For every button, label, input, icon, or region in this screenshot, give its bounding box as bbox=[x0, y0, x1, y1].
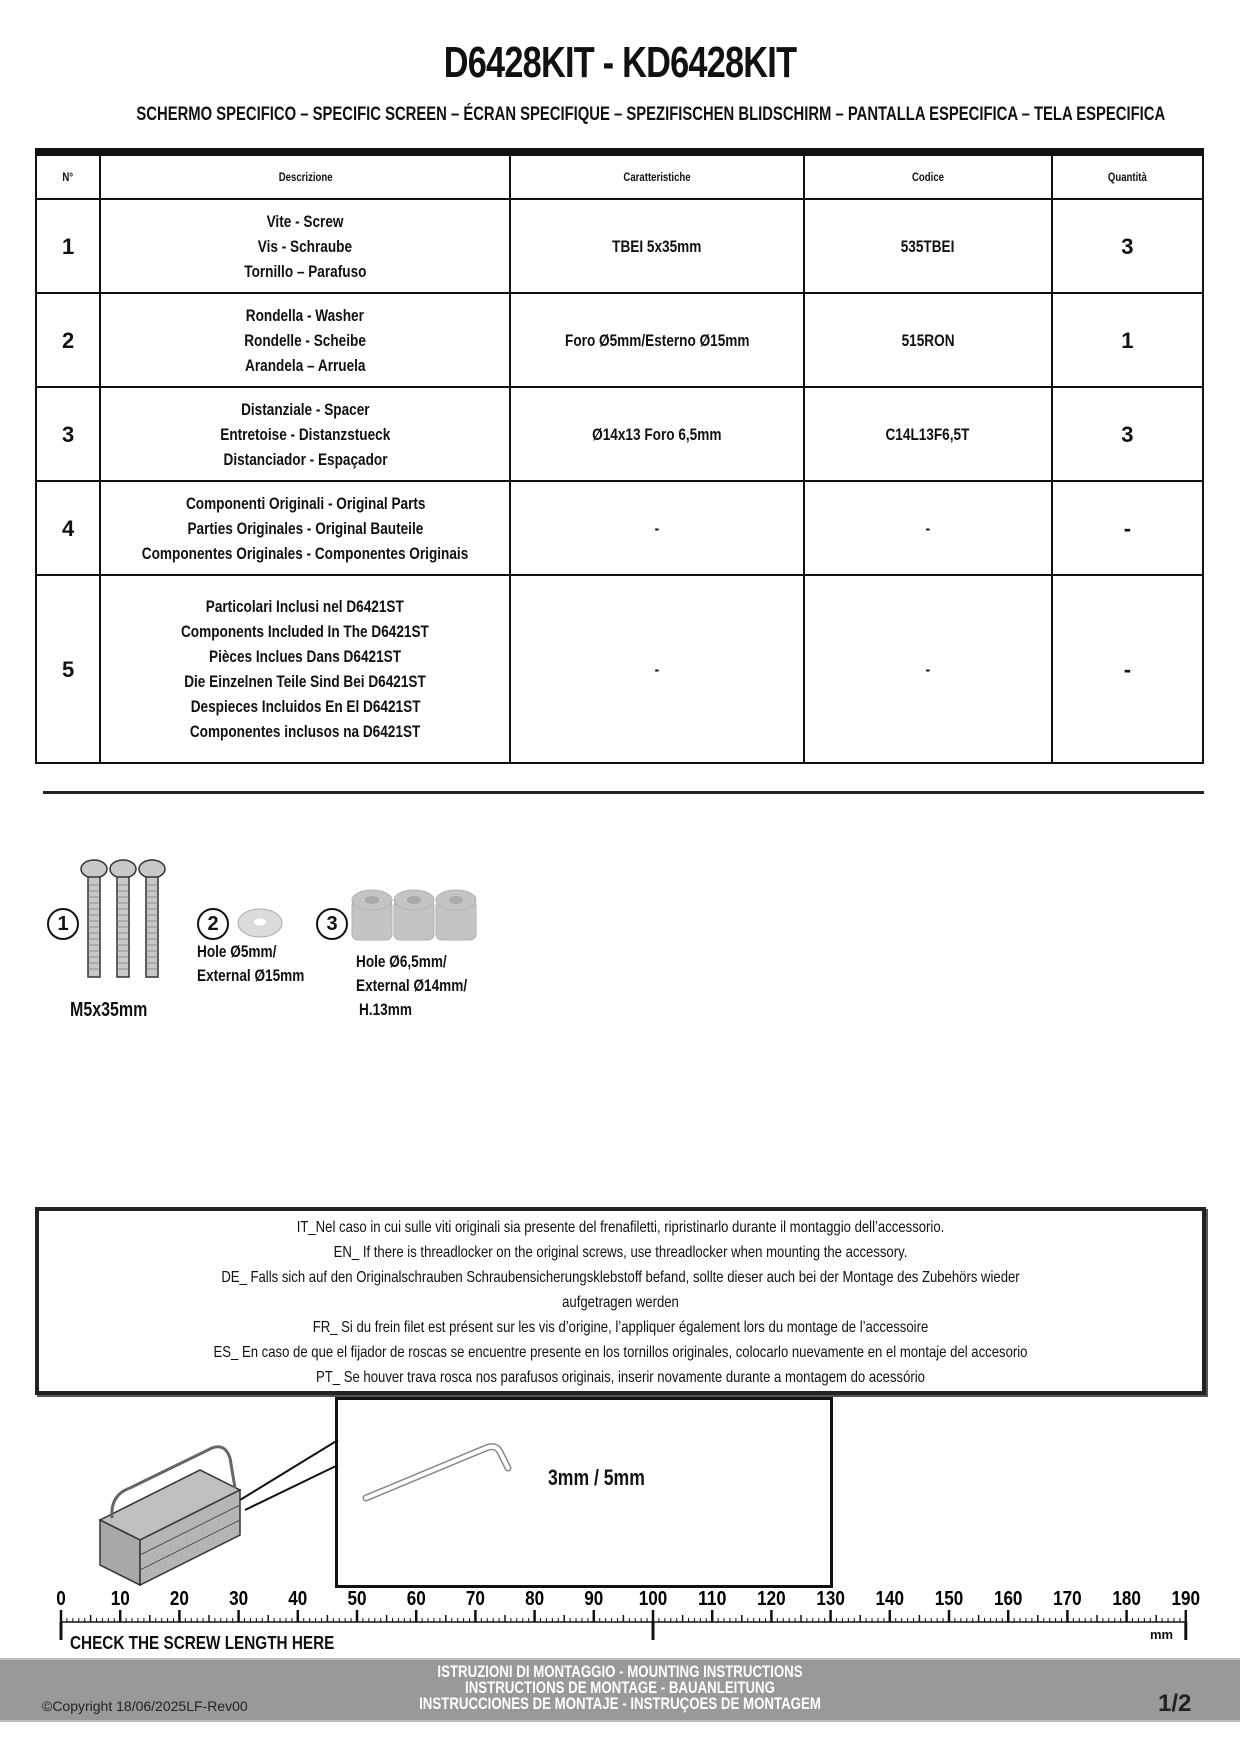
tool-size-label: 3mm / 5mm bbox=[548, 1465, 645, 1490]
row-characteristics: TBEI 5x35mm bbox=[510, 199, 804, 293]
footer-line: INSTRUCTIONS DE MONTAGE - BAUANLEITUNG bbox=[465, 1678, 775, 1697]
document-title: D6428KIT - KD6428KIT bbox=[443, 38, 797, 87]
ruler-label: 110 bbox=[697, 1588, 727, 1610]
ruler-label: 140 bbox=[875, 1588, 905, 1610]
tool-detail-box bbox=[335, 1397, 833, 1588]
screw-size-label: M5x35mm bbox=[70, 999, 148, 1021]
ruler-label: 160 bbox=[993, 1588, 1023, 1610]
row-characteristics: Ø14x13 Foro 6,5mm bbox=[510, 387, 804, 481]
page-footer bbox=[0, 1658, 1240, 1722]
table-row bbox=[36, 481, 1203, 575]
ruler-label: 0 bbox=[56, 1588, 66, 1610]
footer-line: ISTRUZIONI DI MONTAGGIO - MOUNTING INSTRUCTIONS bbox=[437, 1662, 803, 1681]
row-quantity: - bbox=[1052, 575, 1203, 763]
section-divider bbox=[43, 791, 1204, 794]
ruler-label: 180 bbox=[1112, 1588, 1141, 1610]
row-description bbox=[100, 481, 510, 575]
ruler-label: 170 bbox=[1053, 1588, 1082, 1610]
ruler-label: 80 bbox=[525, 1588, 545, 1610]
row-characteristics: - bbox=[510, 481, 804, 575]
copyright-text: ©Copyright 18/06/2025LF-Rev00 bbox=[42, 1698, 248, 1714]
col-header-characteristics: Caratteristiche bbox=[510, 152, 804, 199]
desc-line: Componenti Originali - Original Parts bbox=[185, 493, 425, 513]
note-es: ES_ En caso de que el fijador de roscas se encuentre presente en los tornillos originales, colocarlo nuevamente en el montaje del accesorio bbox=[213, 1344, 1028, 1361]
row-number: 5 bbox=[36, 575, 100, 763]
row-quantity: 1 bbox=[1052, 293, 1203, 387]
desc-line: Vite - Screw bbox=[266, 211, 344, 231]
row-code: C14L13F6,5T bbox=[804, 387, 1052, 481]
row-characteristics: - bbox=[510, 575, 804, 763]
row-code: - bbox=[804, 575, 1052, 763]
ruler-label: 50 bbox=[347, 1588, 367, 1610]
note-de-cont: aufgetragen werden bbox=[562, 1294, 679, 1311]
threadlocker-notes bbox=[35, 1207, 1206, 1395]
desc-line: Particolari Inclusi nel D6421ST bbox=[206, 597, 405, 616]
ruler-label: 20 bbox=[169, 1588, 189, 1610]
spacer-label-line: Hole Ø6,5mm/ bbox=[356, 952, 447, 971]
desc-line: Rondelle - Scheibe bbox=[244, 330, 367, 350]
note-pt: PT_ Se houver trava rosca nos parafusos originais, inserir novamente durante a montagem do acessório bbox=[316, 1369, 925, 1386]
desc-line: Components Included In The D6421ST bbox=[181, 622, 430, 641]
desc-line: Arandela – Arruela bbox=[245, 355, 366, 375]
part-callout-2: 2 bbox=[197, 908, 229, 940]
ruler-label: 40 bbox=[288, 1588, 308, 1610]
allen-key-icon bbox=[358, 1440, 518, 1510]
row-number: 3 bbox=[36, 387, 100, 481]
part-callout-3: 3 bbox=[316, 908, 348, 940]
washer-label-line: Hole Ø5mm/ bbox=[197, 942, 277, 961]
note-it: IT_Nel caso in cui sulle viti originali sia presente del frenafiletti, ripristinarlo durante il montaggio dell’accessorio. bbox=[296, 1219, 945, 1236]
ruler-label: 30 bbox=[229, 1588, 249, 1610]
note-fr: FR_ Si du frein filet est présent sur les vis d’origine, l’appliquer également lors du montage de l’accessoire bbox=[312, 1319, 929, 1336]
desc-line: Entretoise - Distanzstueck bbox=[220, 424, 391, 444]
col-header-num: N° bbox=[36, 152, 100, 199]
desc-line: Pièces Inclues Dans D6421ST bbox=[209, 647, 402, 666]
spacer-icon bbox=[350, 888, 480, 950]
spacer-label-line: External Ø14mm/ bbox=[356, 976, 468, 995]
table-row bbox=[36, 293, 1203, 387]
row-number: 2 bbox=[36, 293, 100, 387]
desc-line: Parties Originales - Original Bauteile bbox=[187, 518, 424, 538]
row-description bbox=[100, 199, 510, 293]
row-description bbox=[100, 387, 510, 481]
ruler-label: 130 bbox=[816, 1588, 845, 1610]
ruler-label: 90 bbox=[584, 1588, 604, 1610]
desc-line: Die Einzelnen Teile Sind Bei D6421ST bbox=[184, 672, 427, 691]
desc-line: Distanziale - Spacer bbox=[240, 399, 370, 419]
table-header-row bbox=[36, 152, 1203, 199]
page-number: 1/2 bbox=[1158, 1690, 1192, 1717]
row-number: 1 bbox=[36, 199, 100, 293]
table-row bbox=[36, 199, 1203, 293]
row-characteristics: Foro Ø5mm/Esterno Ø15mm bbox=[510, 293, 804, 387]
desc-line: Distanciador - Espaçador bbox=[223, 449, 388, 469]
ruler-label: 150 bbox=[934, 1588, 964, 1610]
row-code: 535TBEI bbox=[804, 199, 1052, 293]
desc-line: Rondella - Washer bbox=[246, 305, 365, 325]
desc-line: Componentes Originales - Componentes Originais bbox=[142, 543, 469, 563]
ruler-label: 100 bbox=[638, 1588, 668, 1610]
toolbox-icon bbox=[90, 1440, 350, 1590]
washer-icon bbox=[235, 906, 285, 940]
part-callout-1: 1 bbox=[47, 908, 79, 940]
row-quantity: - bbox=[1052, 481, 1203, 575]
document-subtitle: SCHERMO SPECIFICO – SPECIFIC SCREEN – ÉCRAN SPECIFIQUE – SPEZIFISCHEN BLIDSCHIRM – PANTALLA ESPECIFICA – TELA ESPECIFICA bbox=[136, 104, 1166, 125]
ruler-label: 70 bbox=[465, 1588, 485, 1610]
desc-line: Componentes inclusos na D6421ST bbox=[189, 722, 421, 741]
col-header-code: Codice bbox=[804, 152, 1052, 199]
spacer-label-line: H.13mm bbox=[359, 1000, 412, 1019]
ruler-label: 120 bbox=[757, 1588, 786, 1610]
row-code: - bbox=[804, 481, 1052, 575]
ruler-label: 190 bbox=[1171, 1588, 1201, 1610]
col-header-quantity: Quantità bbox=[1052, 152, 1203, 199]
parts-table bbox=[35, 148, 1204, 764]
row-description bbox=[100, 575, 510, 763]
desc-line: Tornillo – Parafuso bbox=[244, 261, 367, 281]
ruler-label: 10 bbox=[110, 1588, 130, 1610]
note-en: EN_ If there is threadlocker on the original screws, use threadlocker when mounting the accessory. bbox=[333, 1244, 908, 1261]
row-quantity: 3 bbox=[1052, 199, 1203, 293]
note-de: DE_ Falls sich auf den Originalschrauben Schraubensicherungsklebstoff befand, sollte dieser auch bei der Montage des Zubehörs wieder bbox=[221, 1269, 1020, 1286]
ruler-caption: CHECK THE SCREW LENGTH HERE bbox=[70, 1633, 335, 1653]
table-row bbox=[36, 387, 1203, 481]
row-quantity: 3 bbox=[1052, 387, 1203, 481]
screw-icon bbox=[78, 855, 174, 985]
washer-label-line: External Ø15mm bbox=[197, 966, 305, 985]
footer-line: INSTRUCCIONES DE MONTAJE - INSTRUÇOES DE MONTAGEM bbox=[419, 1694, 821, 1713]
ruler-label: 60 bbox=[406, 1588, 426, 1610]
desc-line: Despieces Incluidos En El D6421ST bbox=[190, 697, 421, 716]
row-code: 515RON bbox=[804, 293, 1052, 387]
desc-line: Vis - Schraube bbox=[258, 236, 353, 256]
row-description bbox=[100, 293, 510, 387]
row-number: 4 bbox=[36, 481, 100, 575]
col-header-description: Descrizione bbox=[100, 152, 510, 199]
table-row bbox=[36, 575, 1203, 763]
ruler-unit: mm bbox=[1150, 1627, 1174, 1642]
